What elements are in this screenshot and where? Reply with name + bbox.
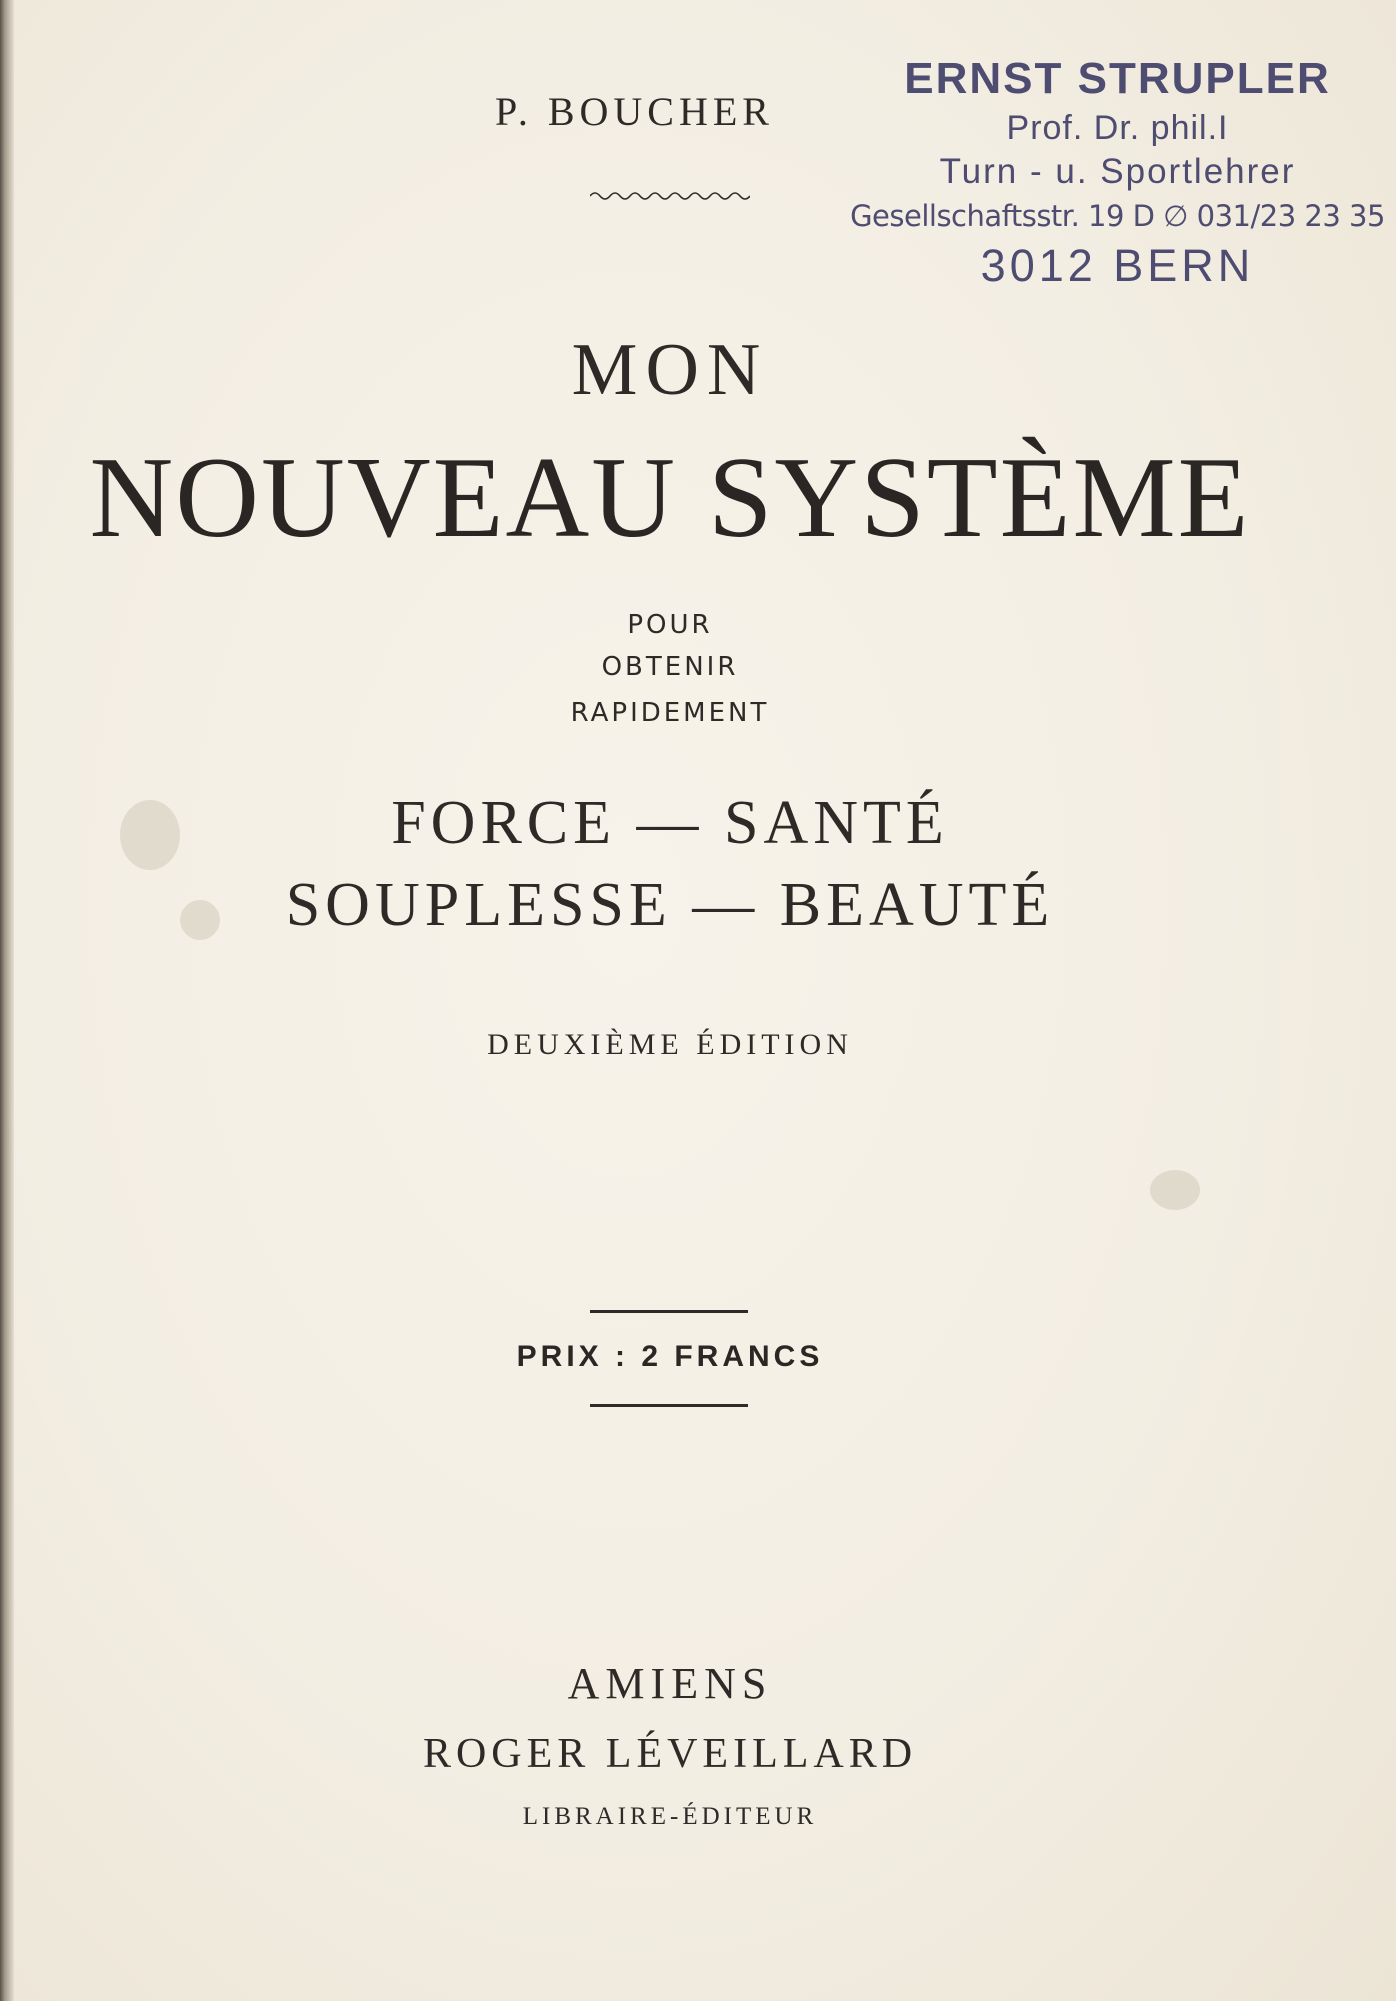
title-line-2: NOUVEAU SYSTÈME (89, 434, 1251, 562)
qualities-line-1: FORCE — SANTÉ (391, 789, 949, 857)
price-label: PRIX : 2 FRANCS (516, 1340, 824, 1373)
subtitle-line-3: RAPIDEMENT (570, 698, 770, 728)
price-rule-top (590, 1310, 748, 1313)
imprint-role: LIBRAIRE-ÉDITEUR (522, 1803, 818, 1830)
imprint-publisher: ROGER LÉVEILLARD (422, 1731, 918, 1777)
subtitle-line-2: OBTENIR (601, 652, 739, 682)
stamp-address: Gesellschaftsstr. 19 D ∅ 031/23 23 35 (850, 199, 1385, 233)
stamp-name: ERNST STRUPLER (904, 54, 1331, 103)
qualities-line-2: SOUPLESSE — BEAUTÉ (285, 871, 1055, 939)
edition-label: DEUXIÈME ÉDITION (487, 1028, 853, 1061)
stamp-city: 3012 BERN (980, 240, 1255, 291)
subtitle-line-1: POUR (627, 610, 713, 640)
author-name: P. BOUCHER (495, 89, 774, 134)
imprint-city: AMIENS (567, 1659, 773, 1708)
title-line-1: MON (571, 329, 769, 411)
price-rule-bottom (590, 1404, 748, 1407)
stamp-profession: Turn - u. Sportlehrer (939, 152, 1296, 191)
wavy-ornament (590, 190, 750, 202)
owner-stamp (840, 52, 1395, 294)
paper-stain (1150, 1170, 1200, 1210)
stamp-title: Prof. Dr. phil.I (1006, 109, 1229, 147)
